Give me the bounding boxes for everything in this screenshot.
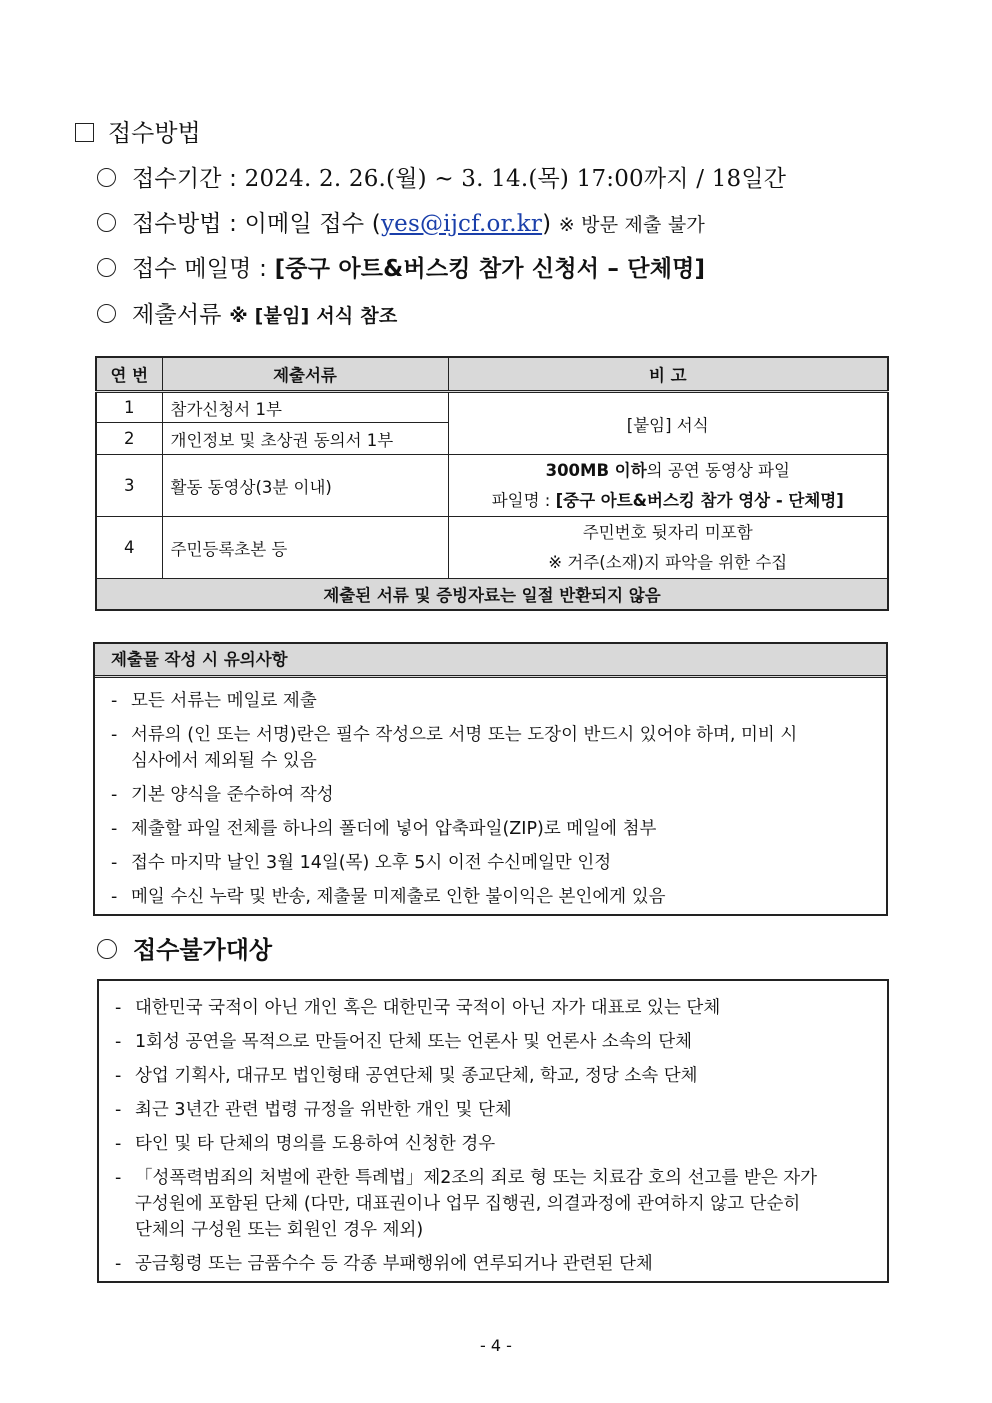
table-footer-row [96,579,888,611]
docs-line [97,296,397,329]
mail-subject-line [97,250,705,283]
list-item-text: 제출할 파일 전체를 하나의 폴더에 넣어 압축파일(ZIP)로 메일에 첨부 [131,819,657,839]
list-item: - 기본 양식을 준수하여 작성 [111,785,334,805]
header-doc: 제출서류 [162,357,448,392]
period-line [97,160,786,193]
list-item-text: 접수 마지막 날인 3월 14일(목) 오후 5시 이전 수신메일만 인정 [131,853,612,873]
header-note: 비 고 [448,357,888,392]
list-item: - 공금횡령 또는 금품수수 등 각종 부패행위에 연루되거나 관련된 단체 [115,1254,653,1274]
list-item-continued [115,1191,800,1217]
list-item-text: 기본 양식을 준수하여 작성 [131,785,334,805]
exclusions-box [97,979,889,1283]
list-item: - 타인 및 타 단체의 명의를 도용하여 신청한 경우 [115,1134,496,1154]
size-limit-rest: 의 공연 동영상 파일 [646,460,790,480]
list-item: - 접수 마지막 날인 3월 14일(목) 오후 5시 이전 수신메일만 인정 [111,853,612,873]
row-no: 1 [96,392,162,423]
list-item-text: 단체의 구성원 또는 회원인 경우 제외) [135,1220,424,1240]
row-doc: 주민등록초본 등 [162,517,448,579]
circle-bullet-icon [97,304,116,323]
mail-subject-value: [중구 아트&버스킹 참가 신청서 – 단체명] [274,256,706,282]
list-item-text: 구성원에 포함된 단체 (다만, 대표권이나 업무 집행권, 의결과정에 관여하지 않고 단순히 [135,1194,801,1214]
email-link[interactable]: yes@ijcf.or.kr [380,211,543,237]
table-row [96,517,888,579]
list-item-text: 1회성 공연을 목적으로 만들어진 단체 또는 언론사 및 언론사 소속의 단체 [135,1032,693,1052]
circle-bullet-icon [97,168,116,187]
list-item-text: 메일 수신 누락 및 반송, 제출물 미제출로 인한 불이익은 본인에게 있음 [131,887,666,907]
docs-label: 제출서류 [132,302,230,328]
period-value: 2024. 2. 26.(월) ~ 3. 14.(목) 17:00까지 / 18일간 [244,166,787,192]
filename-value: [중구 아트&버스킹 참가 영상 - 단체명] [555,490,844,510]
list-item-text: 공금횡령 또는 금품수수 등 각종 부패행위에 연루되거나 관련된 단체 [135,1254,653,1274]
note-line: ※ 거주(소재)지 파악을 위한 수집 [548,552,788,572]
note-line: 주민번호 뒷자리 미포함 [582,522,753,542]
list-item: - 메일 수신 누락 및 반송, 제출물 미제출로 인한 불이익은 본인에게 있음 [111,887,666,907]
method-close: ) [542,211,552,237]
list-item-text: 타인 및 타 단체의 명의를 도용하여 신청한 경우 [135,1134,496,1154]
circle-bullet-icon [97,939,117,959]
docs-note: ※ [붙임] 서식 참조 [229,305,398,327]
mail-subject-label: 접수 메일명 : [132,256,275,282]
row-note [448,517,888,579]
notes-title: 제출물 작성 시 유의사항 [95,644,886,678]
header-no: 연 번 [96,357,162,392]
list-item: - 모든 서류는 메일로 제출 [111,691,317,711]
list-item: - 1회성 공연을 목적으로 만들어진 단체 또는 언론사 및 언론사 소속의 단체 [115,1032,693,1052]
list-item-text: 심사에서 제외될 수 있음 [131,751,317,771]
list-item-continued [111,748,317,774]
list-item: - 제출할 파일 전체를 하나의 폴더에 넣어 압축파일(ZIP)로 메일에 첨부 [111,819,657,839]
circle-bullet-icon [97,258,116,277]
list-item-text: 모든 서류는 메일로 제출 [131,691,317,711]
list-item-text: 최근 3년간 관련 법령 규정을 위반한 개인 및 단체 [135,1100,512,1120]
exclusions-title-text: 접수불가대상 [133,936,273,964]
list-item-text: 서류의 (인 또는 서명)란은 필수 작성으로 서명 또는 도장이 반드시 있어야 하며, 미비 시 [131,725,798,745]
row-doc: 활동 동영상(3분 이내) [162,455,448,517]
list-item-text: 상업 기획사, 대규모 법인형태 공연단체 및 종교단체, 학교, 정당 소속 단체 [135,1066,698,1086]
section-title [75,113,201,148]
row-note [448,455,888,517]
page-number: - 4 - [480,1336,512,1355]
exclusions-title [97,930,272,965]
section-title-text: 접수방법 [108,119,201,147]
list-item: - 서류의 (인 또는 서명)란은 필수 작성으로 서명 또는 도장이 반드시 있어야 하며, 미비 시 [111,725,798,745]
checkbox-square-icon [75,123,94,142]
list-item: - 상업 기획사, 대규모 법인형태 공연단체 및 종교단체, 학교, 정당 소속 단체 [115,1066,698,1086]
row-no: 2 [96,423,162,455]
row-doc: 개인정보 및 초상권 동의서 1부 [162,423,448,455]
method-line [97,205,705,238]
table-footer: 제출된 서류 및 증빙자료는 일절 반환되지 않음 [96,579,888,611]
notes-box [93,642,888,916]
row-no: 3 [96,455,162,517]
row-doc: 참가신청서 1부 [162,392,448,423]
table-row [96,392,888,423]
list-item-text: 「성폭력범죄의 처벌에 관한 특례법」제2조의 죄로 형 또는 치료감 호의 선고를 받은 자가 [135,1168,818,1188]
table-header-row [96,357,888,392]
row-note: [붙임] 서식 [448,392,888,455]
list-item-text: 대한민국 국적이 아닌 개인 혹은 대한민국 국적이 아닌 자가 대표로 있는 단체 [135,998,721,1018]
size-limit: 300MB 이하 [545,460,647,480]
row-no: 4 [96,517,162,579]
circle-bullet-icon [97,213,116,232]
method-note: ※ 방문 제출 불가 [558,214,705,236]
list-item: - 「성폭력범죄의 처벌에 관한 특례법」제2조의 죄로 형 또는 치료감 호의 선고를 받은 자가 [115,1168,818,1188]
method-label: 접수방법 : 이메일 접수 ( [132,211,381,237]
period-label: 접수기간 : [132,166,245,192]
list-item: - 최근 3년간 관련 법령 규정을 위반한 개인 및 단체 [115,1100,512,1120]
list-item-continued [115,1217,423,1243]
list-item: - 대한민국 국적이 아닌 개인 혹은 대한민국 국적이 아닌 자가 대표로 있는 단체 [115,998,721,1018]
documents-table [95,356,889,611]
table-row [96,455,888,517]
filename-label: 파일명 : [491,490,556,510]
